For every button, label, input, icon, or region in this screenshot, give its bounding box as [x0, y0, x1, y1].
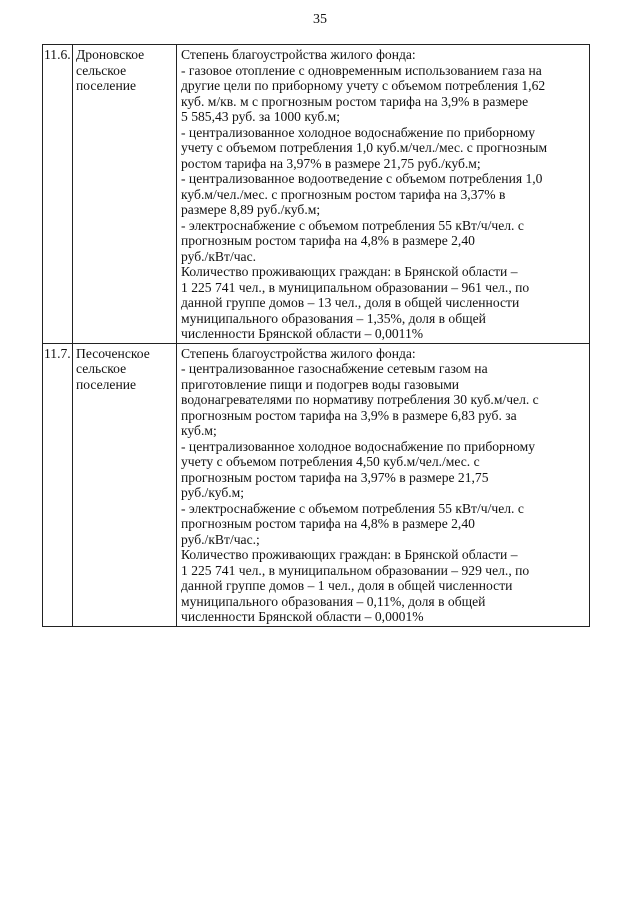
description-cell: [177, 45, 590, 344]
description-line: размере 8,89 руб./куб.м;: [181, 202, 321, 217]
description-line: куб.м/чел./мес. с прогнозным ростом тарифа на 3,37% в: [181, 186, 506, 202]
description-line: 1 225 741 чел., в муниципальном образовании – 929 чел., по: [181, 562, 530, 578]
description-line: - электроснабжение с объемом потребления 55 кВт/ч/чел. с: [181, 217, 524, 233]
description-line: - газовое отопление с одновременным использованием газа на: [181, 62, 542, 78]
description-line: учету с объемом потребления 4,50 куб.м/чел./мес. с: [181, 454, 480, 469]
description-line: Степень благоустройства жилого фонда:: [181, 47, 416, 62]
table-body: [43, 45, 590, 627]
description-line: численности Брянской области – 0,0011%: [181, 326, 424, 341]
description-line: приготовление пищи и подогрев воды газовыми: [181, 376, 460, 392]
description-line: куб.м;: [181, 423, 217, 438]
description-line: руб./куб.м;: [181, 485, 245, 500]
description-line: ростом тарифа на 3,97% в размере 21,75 руб./куб.м;: [181, 155, 481, 171]
description-line: водонагревателями по нормативу потребления 30 куб.м/чел. с: [181, 392, 539, 407]
page-number: 35: [313, 12, 327, 27]
settlement-name-line: сельское: [76, 361, 127, 376]
description-line: - централизованное холодное водоснабжение по приборному: [181, 438, 536, 454]
description-line: муниципального образования – 1,35%, доля в общей: [181, 310, 486, 326]
settlement-name-line: поселение: [76, 78, 137, 93]
row-number: 11.7.: [43, 343, 73, 626]
description-line: Количество проживающих граждан: в Брянской области –: [181, 264, 518, 279]
description-line: руб./кВт/час.: [181, 248, 257, 264]
settlement-name-line: Дроновское: [76, 47, 145, 62]
settlement-name-cell: [73, 45, 177, 344]
data-table: [42, 44, 590, 627]
description-line: - электроснабжение с объемом потребления 55 кВт/ч/чел. с: [181, 500, 524, 516]
settlement-name-cell: [73, 343, 177, 626]
description-cell: [177, 343, 590, 626]
description-line: куб. м/кв. м с прогнозным ростом тарифа на 3,9% в размере: [181, 93, 529, 109]
description-line: прогнозным ростом тарифа на 4,8% в размере 2,40: [181, 516, 475, 531]
description-line: другие цели по приборному учету с объемом потребления 1,62: [181, 78, 546, 93]
description-line: - централизованное холодное водоснабжение по приборному: [181, 124, 536, 140]
description-line: муниципального образования – 0,11%, доля в общей: [181, 593, 486, 609]
description-line: данной группе домов – 1 чел., доля в общей численности: [181, 578, 513, 593]
description-line: 5 585,43 руб. за 1000 куб.м;: [181, 109, 341, 124]
description-line: учету с объемом потребления 1,0 куб.м/чел./мес. с прогнозным: [181, 140, 548, 155]
description-line: прогнозным ростом тарифа на 4,8% в размере 2,40: [181, 233, 475, 248]
description-line: Количество проживающих граждан: в Брянской области –: [181, 547, 518, 562]
description-line: - централизованное водоотведение с объемом потребления 1,0: [181, 171, 543, 186]
settlement-name-line: поселение: [76, 376, 137, 392]
description-line: данной группе домов – 13 чел., доля в общей численности: [181, 295, 520, 310]
description-line: 1 225 741 чел., в муниципальном образовании – 961 чел., по: [181, 279, 530, 295]
settlement-name-line: Песоченское: [76, 345, 150, 361]
row-number: 11.6.: [43, 45, 73, 344]
table-row: [43, 45, 590, 344]
table-row: [43, 343, 590, 626]
description-line: Степень благоустройства жилого фонда:: [181, 345, 416, 361]
settlement-name-line: сельское: [76, 62, 127, 78]
description-line: прогнозным ростом тарифа на 3,97% в размере 21,75: [181, 469, 489, 485]
description-line: численности Брянской области – 0,0001%: [181, 609, 424, 624]
description-line: руб./кВт/час.;: [181, 531, 260, 547]
description-line: прогнозным ростом тарифа на 3,9% в размере 6,83 руб. за: [181, 407, 517, 423]
description-line: - централизованное газоснабжение сетевым газом на: [181, 361, 488, 376]
